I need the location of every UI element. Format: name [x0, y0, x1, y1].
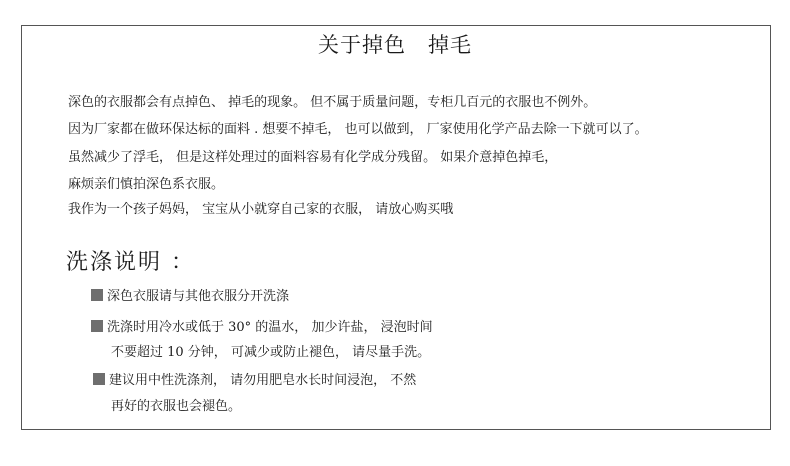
square-bullet-icon — [91, 289, 103, 301]
wash-item-continuation: 再好的衣服也会褪色。 — [111, 399, 242, 414]
intro-line: 我作为一个孩子妈妈， 宝宝从小就穿自己家的衣服， 请放心购买哦 — [68, 202, 454, 217]
square-bullet-icon — [93, 373, 105, 385]
wash-item — [93, 373, 416, 389]
page-title: 关于掉色 掉毛 — [318, 33, 472, 57]
wash-item-text: 建议用中性洗涤剂， 请勿用肥皂水长时间浸泡， 不然 — [109, 373, 417, 388]
wash-instructions-heading: 洗涤说明 ： — [66, 250, 195, 275]
intro-line: 深色的衣服都会有点掉色、 掉毛的现象。 但不属于质量问题，专柜几百元的衣服也不例外。 — [68, 95, 597, 110]
wash-item-text: 深色衣服请与其他衣服分开洗涤 — [107, 289, 290, 304]
intro-line: 虽然减少了浮毛， 但是这样处理过的面料容易有化学成分残留。 如果介意掉色掉毛， — [68, 150, 558, 165]
notice-frame — [21, 25, 771, 430]
wash-item-text: 洗涤时用冷水或低于 30° 的温水， 加少许盐， 浸泡时间 — [107, 320, 433, 335]
square-bullet-icon — [91, 320, 103, 332]
intro-line: 麻烦亲们慎拍深色系衣服。 — [68, 177, 225, 192]
wash-item — [91, 289, 289, 305]
wash-item-continuation: 不要超过 10 分钟， 可减少或防止褪色， 请尽量手洗。 — [111, 345, 431, 360]
intro-line: 因为厂家都在做环保达标的面料 . 想要不掉毛， 也可以做到， 厂家使用化学产品去除一下就可以了。 — [68, 122, 648, 137]
wash-item — [91, 320, 433, 336]
